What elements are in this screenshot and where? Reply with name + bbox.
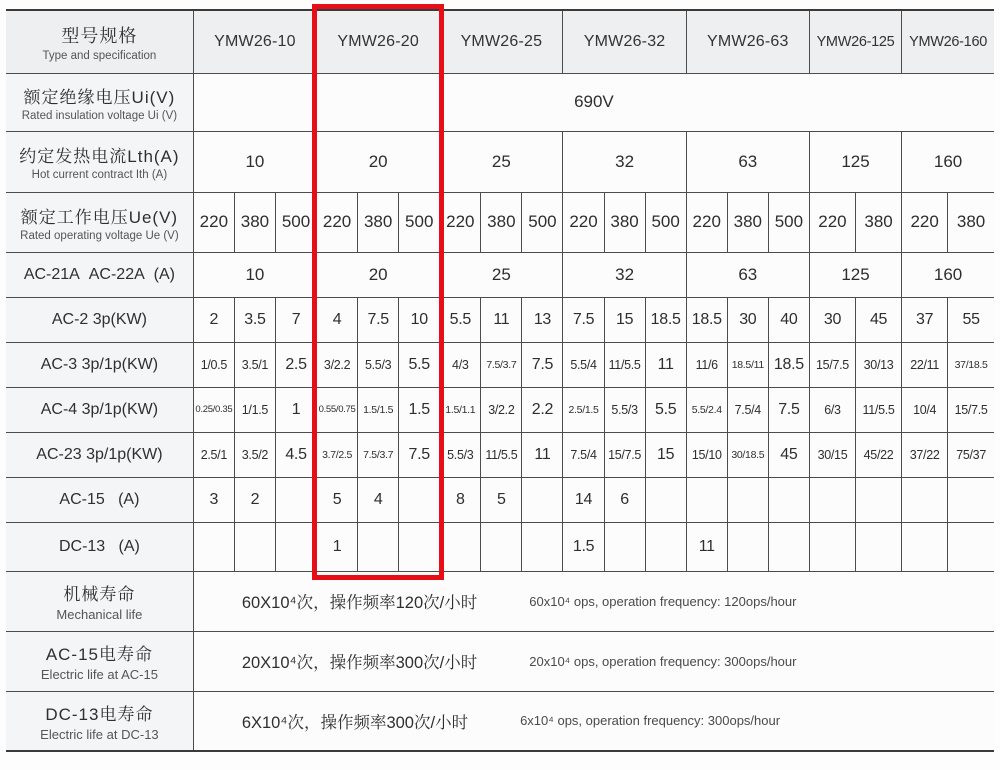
row-ac3 (6, 342, 994, 387)
ac2-cell: 7.5 (563, 297, 604, 342)
ac21-cell: 160 (902, 252, 994, 297)
row-label-dc13-text: DC-13 (A) (58, 537, 140, 555)
spec-table (6, 9, 994, 752)
ue-cell: 220 (317, 192, 358, 252)
row-label-ac21 (6, 252, 193, 297)
ue-cell: 380 (234, 192, 275, 252)
ac21-cell: 25 (440, 252, 563, 297)
ue-cell: 500 (768, 192, 809, 252)
ue-cell: 220 (686, 192, 727, 252)
ith-cell: 125 (809, 131, 901, 192)
row-insulation-voltage (6, 73, 994, 131)
ac23-cell: 45/22 (856, 432, 902, 477)
ac15-cell (727, 477, 768, 522)
dc13-life-value-en: 6x10⁴ ops, operation frequency: 300ops/hour (520, 713, 781, 729)
row-label-ac4 (6, 387, 193, 432)
ac23-cell: 75/37 (948, 432, 994, 477)
row-label-dc13-life-zh: DC-13电寿命 (45, 704, 154, 724)
ac23-cell: 7.5 (399, 432, 440, 477)
ac23-cell: 15/7.5 (604, 432, 645, 477)
header-label-cell (6, 10, 193, 73)
row-label-ue (6, 192, 193, 252)
ac2-cell: 7.5 (358, 297, 399, 342)
ac21-cell: 20 (317, 252, 440, 297)
row-ac15-electric-life (6, 631, 994, 691)
ac3-cell: 18.5 (768, 342, 809, 387)
row-operating-voltage (6, 192, 994, 252)
ac4-cell: 5.5/3 (604, 387, 645, 432)
ac3-cell: 5.5/3 (358, 342, 399, 387)
ac4-cell: 3/2.2 (481, 387, 522, 432)
ac2-cell: 10 (399, 297, 440, 342)
dc13-cell (193, 522, 234, 571)
column-header-ymw26-160: YMW26-160 (902, 10, 994, 73)
ac23-cell: 7.5/4 (563, 432, 604, 477)
dc13-cell (275, 522, 316, 571)
ac15-cell (768, 477, 809, 522)
ith-cell: 10 (193, 131, 316, 192)
row-ac21a-ac22a (6, 252, 994, 297)
column-header-ymw26-25: YMW26-25 (440, 10, 563, 73)
ac15-cell (399, 477, 440, 522)
ac15-cell: 6 (604, 477, 645, 522)
ac3-cell: 18.5/11 (727, 342, 768, 387)
ac23-cell: 4.5 (275, 432, 316, 477)
ue-cell: 500 (522, 192, 563, 252)
ith-cell: 160 (902, 131, 994, 192)
ac3-cell: 11/5.5 (604, 342, 645, 387)
header-row (6, 10, 994, 73)
row-label-ac23-text: AC-23 3p/1p(KW) (36, 445, 163, 463)
ac15-cell (856, 477, 902, 522)
ue-cell: 500 (399, 192, 440, 252)
ac4-cell: 0.25/0.35 (193, 387, 234, 432)
ac21-cell: 32 (563, 252, 686, 297)
ac21-cell: 125 (809, 252, 901, 297)
dc13-cell (948, 522, 994, 571)
ac15-cell (809, 477, 855, 522)
row-thermal-current (6, 131, 994, 192)
ac3-cell: 7.5 (522, 342, 563, 387)
mech-life-value-zh: 60X10⁴次，操作频率120次/小时 (241, 594, 478, 612)
ac15-life-value-cell (193, 631, 994, 691)
header-label-zh: 型号规格 (61, 25, 138, 46)
ac23-cell: 3.7/2.5 (317, 432, 358, 477)
row-dc13-electric-life (6, 691, 994, 751)
ac3-cell: 37/18.5 (948, 342, 994, 387)
dc13-cell (358, 522, 399, 571)
row-label-dc13-life (6, 691, 193, 751)
ac4-cell: 15/7.5 (948, 387, 994, 432)
row-label-ue-en: Rated operating voltage Ue (V) (20, 229, 179, 242)
ac2-cell: 5.5 (440, 297, 481, 342)
ac23-cell: 3.5/2 (234, 432, 275, 477)
dc13-life-value-zh: 6X10⁴次，操作频率300次/小时 (241, 713, 469, 732)
ac2-cell: 15 (604, 297, 645, 342)
mech-life-value-cell (193, 571, 994, 631)
ac2-cell: 18.5 (645, 297, 686, 342)
dc13-cell (856, 522, 902, 571)
row-mechanical-life (6, 571, 994, 631)
row-label-ac23 (6, 432, 193, 477)
ac3-cell: 11 (645, 342, 686, 387)
ac3-cell: 15/7.5 (809, 342, 855, 387)
ac2-cell: 30 (727, 297, 768, 342)
ac15-life-value-zh: 20X10⁴次，操作频率300次/小时 (241, 654, 478, 672)
ac2-cell: 30 (809, 297, 855, 342)
ith-cell: 32 (563, 131, 686, 192)
ac2-cell: 45 (856, 297, 902, 342)
ue-cell: 220 (563, 192, 604, 252)
ac4-cell: 2.2 (522, 387, 563, 432)
mech-life-value-en: 60x10⁴ ops, operation frequency: 120ops/hour (529, 593, 797, 609)
ue-cell: 380 (727, 192, 768, 252)
ac23-cell: 11 (522, 432, 563, 477)
header-label-en: Type and specification (42, 49, 157, 62)
ac2-cell: 37 (902, 297, 948, 342)
ac3-cell: 7.5/3.7 (481, 342, 522, 387)
row-label-ac4-text: AC-4 3p/1p(KW) (40, 400, 159, 418)
dc13-cell (809, 522, 855, 571)
column-header-ymw26-10: YMW26-10 (193, 10, 316, 73)
row-label-ac15-life-en: Electric life at AC-15 (40, 667, 158, 682)
row-ac2 (6, 297, 994, 342)
ac3-cell: 30/13 (856, 342, 902, 387)
ac15-cell: 14 (563, 477, 604, 522)
row-label-mech-life (6, 571, 193, 631)
dc13-cell (234, 522, 275, 571)
ac4-cell: 10/4 (902, 387, 948, 432)
column-header-ymw26-125: YMW26-125 (809, 10, 901, 73)
ac23-cell: 2.5/1 (193, 432, 234, 477)
dc13-cell (727, 522, 768, 571)
ac3-cell: 1/0.5 (193, 342, 234, 387)
ac15-cell (686, 477, 727, 522)
ac2-cell: 55 (948, 297, 994, 342)
ac2-cell: 2 (193, 297, 234, 342)
ac15-cell (522, 477, 563, 522)
row-label-ith (6, 131, 193, 192)
dc13-cell (481, 522, 522, 571)
ac2-cell: 11 (481, 297, 522, 342)
ac4-cell: 1.5 (399, 387, 440, 432)
ac15-cell: 8 (440, 477, 481, 522)
dc13-cell (440, 522, 481, 571)
ac2-cell: 40 (768, 297, 809, 342)
ith-cell: 20 (317, 131, 440, 192)
column-header-ymw26-63: YMW26-63 (686, 10, 809, 73)
ac23-cell: 15/10 (686, 432, 727, 477)
ac15-life-value-en: 20x10⁴ ops, operation frequency: 300ops/hour (529, 653, 797, 669)
ac3-cell: 5.5/4 (563, 342, 604, 387)
ac4-cell: 7.5/4 (727, 387, 768, 432)
ac23-cell: 30/15 (809, 432, 855, 477)
row-label-mech-life-en: Mechanical life (56, 607, 143, 622)
ac23-cell: 37/22 (902, 432, 948, 477)
ac15-cell (645, 477, 686, 522)
ac4-cell: 5.5 (645, 387, 686, 432)
row-label-dc13-life-en: Electric life at DC-13 (40, 726, 159, 742)
row-label-ui-zh: 额定绝缘电压Ui(V) (23, 87, 176, 107)
ac3-cell: 3/2.2 (317, 342, 358, 387)
ac23-cell: 45 (768, 432, 809, 477)
ac4-cell: 5.5/2.4 (686, 387, 727, 432)
ac4-cell: 1.5/1.1 (440, 387, 481, 432)
ac3-cell: 22/11 (902, 342, 948, 387)
dc13-life-value-cell (193, 691, 994, 751)
dc13-cell: 11 (686, 522, 727, 571)
ac3-cell: 3.5/1 (234, 342, 275, 387)
row-label-ith-en: Hot current contract Ith (A) (31, 169, 168, 181)
row-ac23 (6, 432, 994, 477)
ue-cell: 500 (275, 192, 316, 252)
ue-cell: 500 (645, 192, 686, 252)
ac15-cell: 2 (234, 477, 275, 522)
row-label-ui-en: Rated insulation voltage Ui (V) (21, 109, 178, 122)
dc13-cell (645, 522, 686, 571)
row-label-ac2 (6, 297, 193, 342)
ac23-cell: 7.5/3.7 (358, 432, 399, 477)
ac2-cell: 3.5 (234, 297, 275, 342)
ith-cell: 63 (686, 131, 809, 192)
ac21-cell: 10 (193, 252, 316, 297)
ac15-cell: 5 (481, 477, 522, 522)
row-dc13 (6, 522, 994, 571)
ac4-cell: 0.55/0.75 (317, 387, 358, 432)
ac23-cell: 15 (645, 432, 686, 477)
ac2-cell: 4 (317, 297, 358, 342)
ui-value-cell: 690V (193, 73, 994, 131)
row-label-ith-zh: 约定发热电流Lth(A) (19, 147, 180, 166)
row-label-ac15 (6, 477, 193, 522)
dc13-cell: 1.5 (563, 522, 604, 571)
ue-cell: 220 (193, 192, 234, 252)
ac4-cell: 1 (275, 387, 316, 432)
ac15-cell: 3 (193, 477, 234, 522)
row-label-ac15-life-zh: AC-15电寿命 (45, 645, 153, 664)
row-label-ue-zh: 额定工作电压Ue(V) (20, 207, 179, 227)
dc13-cell (399, 522, 440, 571)
ac15-cell: 5 (317, 477, 358, 522)
ac3-cell: 2.5 (275, 342, 316, 387)
dc13-cell (768, 522, 809, 571)
ac4-cell: 1/1.5 (234, 387, 275, 432)
ue-cell: 220 (809, 192, 855, 252)
ac23-cell: 30/18.5 (727, 432, 768, 477)
row-label-ac15-life (6, 631, 193, 691)
ac4-cell: 7.5 (768, 387, 809, 432)
ue-cell: 380 (481, 192, 522, 252)
row-label-dc13 (6, 522, 193, 571)
ac3-cell: 4/3 (440, 342, 481, 387)
row-label-ac3-text: AC-3 3p/1p(KW) (40, 355, 159, 373)
ac15-cell: 4 (358, 477, 399, 522)
column-header-ymw26-20: YMW26-20 (317, 10, 440, 73)
ac2-cell: 13 (522, 297, 563, 342)
ac2-cell: 18.5 (686, 297, 727, 342)
column-header-ymw26-32: YMW26-32 (563, 10, 686, 73)
ue-cell: 380 (358, 192, 399, 252)
row-label-mech-life-zh: 机械寿命 (63, 585, 136, 604)
ue-cell: 380 (948, 192, 994, 252)
ac2-cell: 7 (275, 297, 316, 342)
dc13-cell (522, 522, 563, 571)
row-label-ui (6, 73, 193, 131)
ac23-cell: 11/5.5 (481, 432, 522, 477)
ac23-cell: 5.5/3 (440, 432, 481, 477)
row-ac4 (6, 387, 994, 432)
row-label-ac2-text: AC-2 3p(KW) (51, 310, 147, 328)
ac4-cell: 6/3 (809, 387, 855, 432)
dc13-cell (604, 522, 645, 571)
row-label-ac15-text: AC-15 (A) (59, 490, 140, 508)
dc13-cell: 1 (317, 522, 358, 571)
ac3-cell: 5.5 (399, 342, 440, 387)
ac3-cell: 11/6 (686, 342, 727, 387)
ue-cell: 380 (604, 192, 645, 252)
ac4-cell: 11/5.5 (856, 387, 902, 432)
row-label-ac3 (6, 342, 193, 387)
ac4-cell: 2.5/1.5 (563, 387, 604, 432)
ac15-cell (948, 477, 994, 522)
ue-cell: 380 (856, 192, 902, 252)
ac15-cell (275, 477, 316, 522)
row-label-ac21-text: AC-21A AC-22A (A) (23, 265, 175, 283)
ac15-cell (902, 477, 948, 522)
row-ac15 (6, 477, 994, 522)
ac21-cell: 63 (686, 252, 809, 297)
ue-cell: 220 (440, 192, 481, 252)
ac4-cell: 1.5/1.5 (358, 387, 399, 432)
ith-cell: 25 (440, 131, 563, 192)
dc13-cell (902, 522, 948, 571)
ue-cell: 220 (902, 192, 948, 252)
